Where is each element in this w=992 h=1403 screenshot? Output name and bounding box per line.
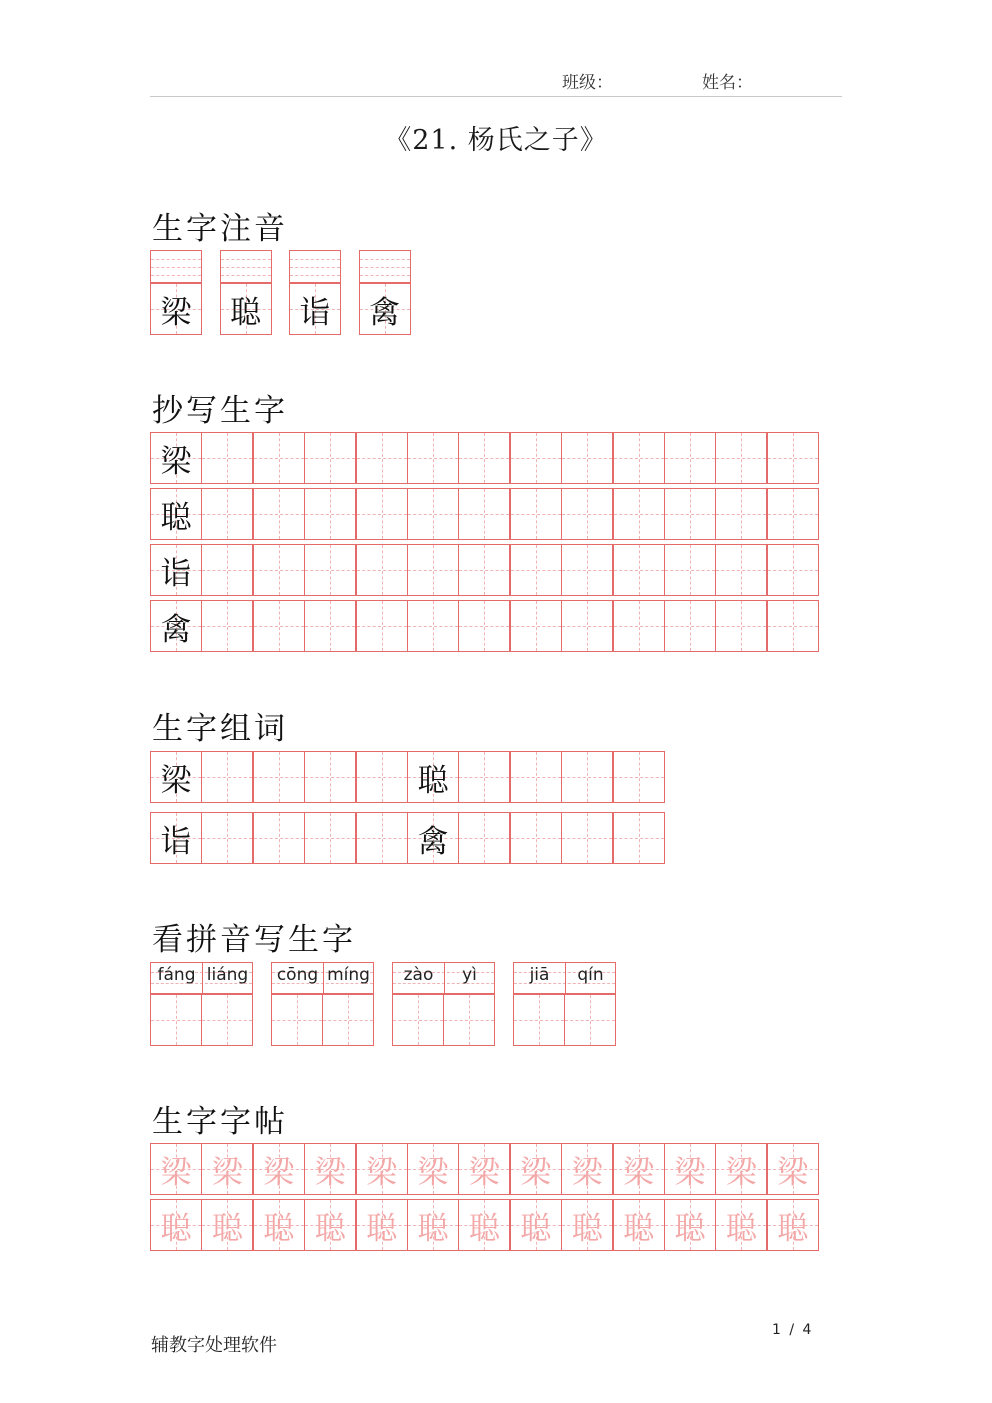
- guide-line: [382, 489, 383, 539]
- character-cell: [561, 1199, 613, 1251]
- character-cell: [304, 1143, 356, 1195]
- trace-character: 聪: [417, 1210, 449, 1247]
- trace-character: 梁: [160, 1154, 192, 1191]
- character-cell: [201, 1143, 253, 1195]
- character-cell: [510, 1143, 562, 1195]
- guide-line: [227, 545, 228, 595]
- character-cell: [356, 1199, 408, 1251]
- character-cell: [253, 1199, 305, 1251]
- writing-cell: [458, 812, 510, 864]
- guide-line: [279, 752, 280, 802]
- guide-line: [176, 995, 177, 1045]
- character-cell: [407, 1143, 459, 1195]
- guide-line: [279, 601, 280, 651]
- guide-line: [741, 545, 742, 595]
- guide-line: [348, 995, 349, 1045]
- guide-line: [639, 752, 640, 802]
- guide-line: [639, 813, 640, 863]
- guide-line: [433, 601, 434, 651]
- writing-cell: [407, 544, 459, 596]
- writing-cell: [613, 544, 665, 596]
- guide-line: [741, 601, 742, 651]
- writing-cell: [253, 600, 305, 652]
- character-cell: [407, 751, 459, 803]
- writing-cell: [715, 432, 767, 484]
- character-cell: [304, 1199, 356, 1251]
- section-title-zuci: 生字组词: [152, 711, 288, 747]
- guide-line: [330, 545, 331, 595]
- guide-line: [221, 259, 271, 260]
- guide-line: [484, 545, 485, 595]
- guide-line: [279, 813, 280, 863]
- pinyin-syllable: qín: [577, 965, 604, 985]
- writing-cell: [561, 432, 613, 484]
- guide-line: [290, 267, 340, 268]
- character-cell: [664, 1199, 716, 1251]
- pinyin-band: [392, 962, 495, 994]
- writing-cell: [510, 544, 562, 596]
- writing-cell: [664, 544, 716, 596]
- character-cell: [150, 432, 202, 484]
- writing-cell: [253, 432, 305, 484]
- guide-line: [330, 601, 331, 651]
- writing-cell: [510, 812, 562, 864]
- trace-character: 梁: [468, 1154, 500, 1191]
- character-cell: [150, 1199, 202, 1251]
- pinyin-syllable: míng: [327, 965, 370, 985]
- guide-line: [382, 813, 383, 863]
- pinyin-syllable: cōng: [276, 965, 319, 985]
- guide-line: [587, 489, 588, 539]
- character-cell: [510, 1199, 562, 1251]
- guide-line: [360, 275, 410, 276]
- writing-cell: [715, 600, 767, 652]
- page-title: 《21. 杨氏之子》: [384, 125, 608, 156]
- pinyin-band: [271, 962, 374, 994]
- guide-line: [484, 752, 485, 802]
- writing-cell: [407, 600, 459, 652]
- writing-cell: [561, 544, 613, 596]
- guide-line: [290, 275, 340, 276]
- trace-character: 聪: [263, 1210, 295, 1247]
- character-cell: [150, 544, 202, 596]
- model-character: 聪: [160, 499, 192, 536]
- character-cell: [767, 1143, 819, 1195]
- writing-cell: [767, 544, 819, 596]
- guide-line: [639, 601, 640, 651]
- trace-character: 梁: [674, 1154, 706, 1191]
- pinyin-band: [150, 962, 253, 994]
- model-character: 梁: [160, 762, 192, 799]
- model-character: 禽: [160, 611, 192, 648]
- trace-character: 聪: [725, 1210, 757, 1247]
- writing-cell: [510, 432, 562, 484]
- guide-line: [433, 545, 434, 595]
- writing-cell: [356, 751, 408, 803]
- trace-character: 梁: [211, 1154, 243, 1191]
- guide-line: [639, 489, 640, 539]
- guide-line: [690, 489, 691, 539]
- writing-cell: [356, 544, 408, 596]
- writing-cell: [322, 994, 374, 1046]
- writing-cell: [613, 432, 665, 484]
- writing-cell: [443, 994, 495, 1046]
- pinyin-band: [289, 250, 341, 283]
- pinyin-syllable: fáng: [157, 965, 196, 985]
- section-title-chaoxie: 抄写生字: [152, 393, 288, 429]
- guide-line: [690, 601, 691, 651]
- character-cell: [715, 1143, 767, 1195]
- writing-cell: [664, 432, 716, 484]
- trace-character: 聪: [314, 1210, 346, 1247]
- writing-cell: [715, 488, 767, 540]
- character-cell: [150, 283, 202, 335]
- guide-line: [151, 267, 201, 268]
- trace-character: 梁: [417, 1154, 449, 1191]
- character-cell: [150, 600, 202, 652]
- guide-line: [330, 752, 331, 802]
- character-cell: [613, 1143, 665, 1195]
- pinyin-band: [359, 250, 411, 283]
- guide-line: [418, 995, 419, 1045]
- pinyin-band: [150, 250, 202, 283]
- guide-line: [587, 752, 588, 802]
- writing-cell: [356, 432, 408, 484]
- writing-cell: [304, 488, 356, 540]
- writing-cell: [767, 488, 819, 540]
- trace-character: 梁: [520, 1154, 552, 1191]
- section-title-zhuyin: 生字注音: [152, 211, 288, 247]
- character-cell: [150, 812, 202, 864]
- writing-cell: [201, 488, 253, 540]
- writing-cell: [304, 812, 356, 864]
- section-title-pinyin: 看拼音写生字: [152, 922, 356, 958]
- trace-character: 聪: [777, 1210, 809, 1247]
- character-cell: [561, 1143, 613, 1195]
- character-cell: [150, 751, 202, 803]
- guide-line: [536, 601, 537, 651]
- pinyin-syllable: jiā: [529, 965, 550, 985]
- writing-cell: [201, 600, 253, 652]
- guide-line: [360, 259, 410, 260]
- guide-line: [279, 489, 280, 539]
- writing-cell: [304, 751, 356, 803]
- character-cell: [253, 1143, 305, 1195]
- guide-line: [793, 545, 794, 595]
- writing-cell: [715, 544, 767, 596]
- guide-line: [297, 995, 298, 1045]
- character-cell: [150, 488, 202, 540]
- guide-line: [484, 601, 485, 651]
- model-character: 禽: [417, 823, 449, 860]
- guide-line: [330, 489, 331, 539]
- character-cell: [407, 1199, 459, 1251]
- writing-cell: [201, 994, 253, 1046]
- guide-line: [433, 489, 434, 539]
- guide-line: [330, 433, 331, 483]
- guide-line: [587, 545, 588, 595]
- pinyin-syllable: liáng: [206, 965, 249, 985]
- writing-cell: [253, 488, 305, 540]
- model-character: 聪: [230, 294, 261, 331]
- guide-line: [382, 545, 383, 595]
- writing-cell: [304, 544, 356, 596]
- model-character: 梁: [160, 443, 192, 480]
- guide-line: [382, 752, 383, 802]
- trace-character: 梁: [314, 1154, 346, 1191]
- guide-line: [587, 813, 588, 863]
- guide-line: [690, 433, 691, 483]
- writing-cell: [253, 544, 305, 596]
- guide-line: [484, 489, 485, 539]
- character-cell: [359, 283, 411, 335]
- character-cell: [289, 283, 341, 335]
- guide-line: [382, 601, 383, 651]
- character-cell: [201, 1199, 253, 1251]
- guide-line: [536, 813, 537, 863]
- writing-cell: [201, 432, 253, 484]
- character-cell: [150, 1143, 202, 1195]
- character-cell: [458, 1199, 510, 1251]
- trace-character: 梁: [571, 1154, 603, 1191]
- writing-cell: [253, 812, 305, 864]
- guide-line: [536, 752, 537, 802]
- guide-line: [639, 433, 640, 483]
- guide-line: [539, 995, 540, 1045]
- writing-cell: [458, 600, 510, 652]
- writing-cell: [564, 994, 616, 1046]
- guide-line: [221, 275, 271, 276]
- writing-cell: [150, 994, 202, 1046]
- character-cell: [356, 1143, 408, 1195]
- writing-cell: [458, 488, 510, 540]
- guide-line: [469, 995, 470, 1045]
- character-cell: [407, 812, 459, 864]
- character-cell: [767, 1199, 819, 1251]
- model-character: 诣: [160, 555, 192, 592]
- pinyin-band: [220, 250, 272, 283]
- trace-character: 梁: [263, 1154, 295, 1191]
- trace-character: 聪: [571, 1210, 603, 1247]
- trace-character: 聪: [468, 1210, 500, 1247]
- model-character: 梁: [160, 294, 192, 331]
- model-character: 诣: [299, 294, 331, 331]
- guide-line: [587, 433, 588, 483]
- guide-line: [227, 433, 228, 483]
- guide-line: [227, 601, 228, 651]
- writing-cell: [304, 432, 356, 484]
- writing-cell: [458, 751, 510, 803]
- writing-cell: [664, 488, 716, 540]
- writing-cell: [271, 994, 323, 1046]
- guide-line: [151, 275, 201, 276]
- character-cell: [664, 1143, 716, 1195]
- writing-cell: [201, 544, 253, 596]
- guide-line: [227, 813, 228, 863]
- writing-cell: [561, 751, 613, 803]
- guide-line: [290, 259, 340, 260]
- model-character: 聪: [417, 762, 449, 799]
- guide-line: [330, 813, 331, 863]
- guide-line: [587, 601, 588, 651]
- trace-character: 聪: [366, 1210, 398, 1247]
- writing-cell: [356, 812, 408, 864]
- trace-character: 聪: [160, 1210, 192, 1247]
- header-divider: [150, 96, 842, 97]
- section-title-zitie: 生字字帖: [152, 1104, 288, 1140]
- guide-line: [793, 433, 794, 483]
- character-cell: [458, 1143, 510, 1195]
- writing-cell: [304, 600, 356, 652]
- guide-line: [793, 489, 794, 539]
- guide-line: [227, 995, 228, 1045]
- character-cell: [220, 283, 272, 335]
- model-character: 诣: [160, 823, 192, 860]
- writing-cell: [392, 994, 444, 1046]
- guide-line: [536, 433, 537, 483]
- writing-cell: [613, 488, 665, 540]
- guide-line: [590, 995, 591, 1045]
- writing-cell: [613, 600, 665, 652]
- writing-cell: [510, 488, 562, 540]
- character-cell: [715, 1199, 767, 1251]
- pinyin-syllable: yì: [462, 965, 477, 985]
- guide-line: [227, 752, 228, 802]
- writing-cell: [767, 432, 819, 484]
- guide-line: [484, 433, 485, 483]
- trace-character: 梁: [623, 1154, 655, 1191]
- trace-character: 聪: [520, 1210, 552, 1247]
- writing-cell: [513, 994, 565, 1046]
- footer-software: 辅教字处理软件: [151, 1335, 277, 1356]
- trace-character: 聪: [674, 1210, 706, 1247]
- name-label: 姓名：: [702, 73, 753, 93]
- guide-line: [639, 545, 640, 595]
- guide-line: [279, 433, 280, 483]
- page-number: 1 / 4: [772, 1322, 814, 1338]
- writing-cell: [356, 600, 408, 652]
- character-cell: [613, 1199, 665, 1251]
- writing-cell: [458, 432, 510, 484]
- guide-line: [741, 489, 742, 539]
- writing-cell: [767, 600, 819, 652]
- trace-character: 聪: [623, 1210, 655, 1247]
- guide-line: [360, 267, 410, 268]
- writing-cell: [407, 488, 459, 540]
- guide-line: [221, 267, 271, 268]
- class-label: 班级：: [562, 73, 613, 93]
- model-character: 禽: [369, 294, 400, 331]
- guide-line: [690, 545, 691, 595]
- guide-line: [484, 813, 485, 863]
- writing-cell: [510, 600, 562, 652]
- writing-cell: [510, 751, 562, 803]
- trace-character: 聪: [211, 1210, 243, 1247]
- guide-line: [227, 489, 228, 539]
- guide-line: [536, 545, 537, 595]
- guide-line: [433, 433, 434, 483]
- writing-cell: [613, 812, 665, 864]
- writing-cell: [201, 751, 253, 803]
- guide-line: [741, 433, 742, 483]
- guide-line: [382, 433, 383, 483]
- trace-character: 梁: [725, 1154, 757, 1191]
- writing-cell: [407, 432, 459, 484]
- writing-cell: [253, 751, 305, 803]
- writing-cell: [356, 488, 408, 540]
- writing-cell: [613, 751, 665, 803]
- guide-line: [151, 259, 201, 260]
- pinyin-syllable: zào: [403, 965, 434, 985]
- pinyin-band: [513, 962, 616, 994]
- trace-character: 梁: [777, 1154, 809, 1191]
- writing-cell: [561, 488, 613, 540]
- trace-character: 梁: [366, 1154, 398, 1191]
- writing-cell: [201, 812, 253, 864]
- guide-line: [536, 489, 537, 539]
- writing-cell: [561, 812, 613, 864]
- writing-cell: [561, 600, 613, 652]
- writing-cell: [458, 544, 510, 596]
- guide-line: [793, 601, 794, 651]
- writing-cell: [664, 600, 716, 652]
- guide-line: [279, 545, 280, 595]
